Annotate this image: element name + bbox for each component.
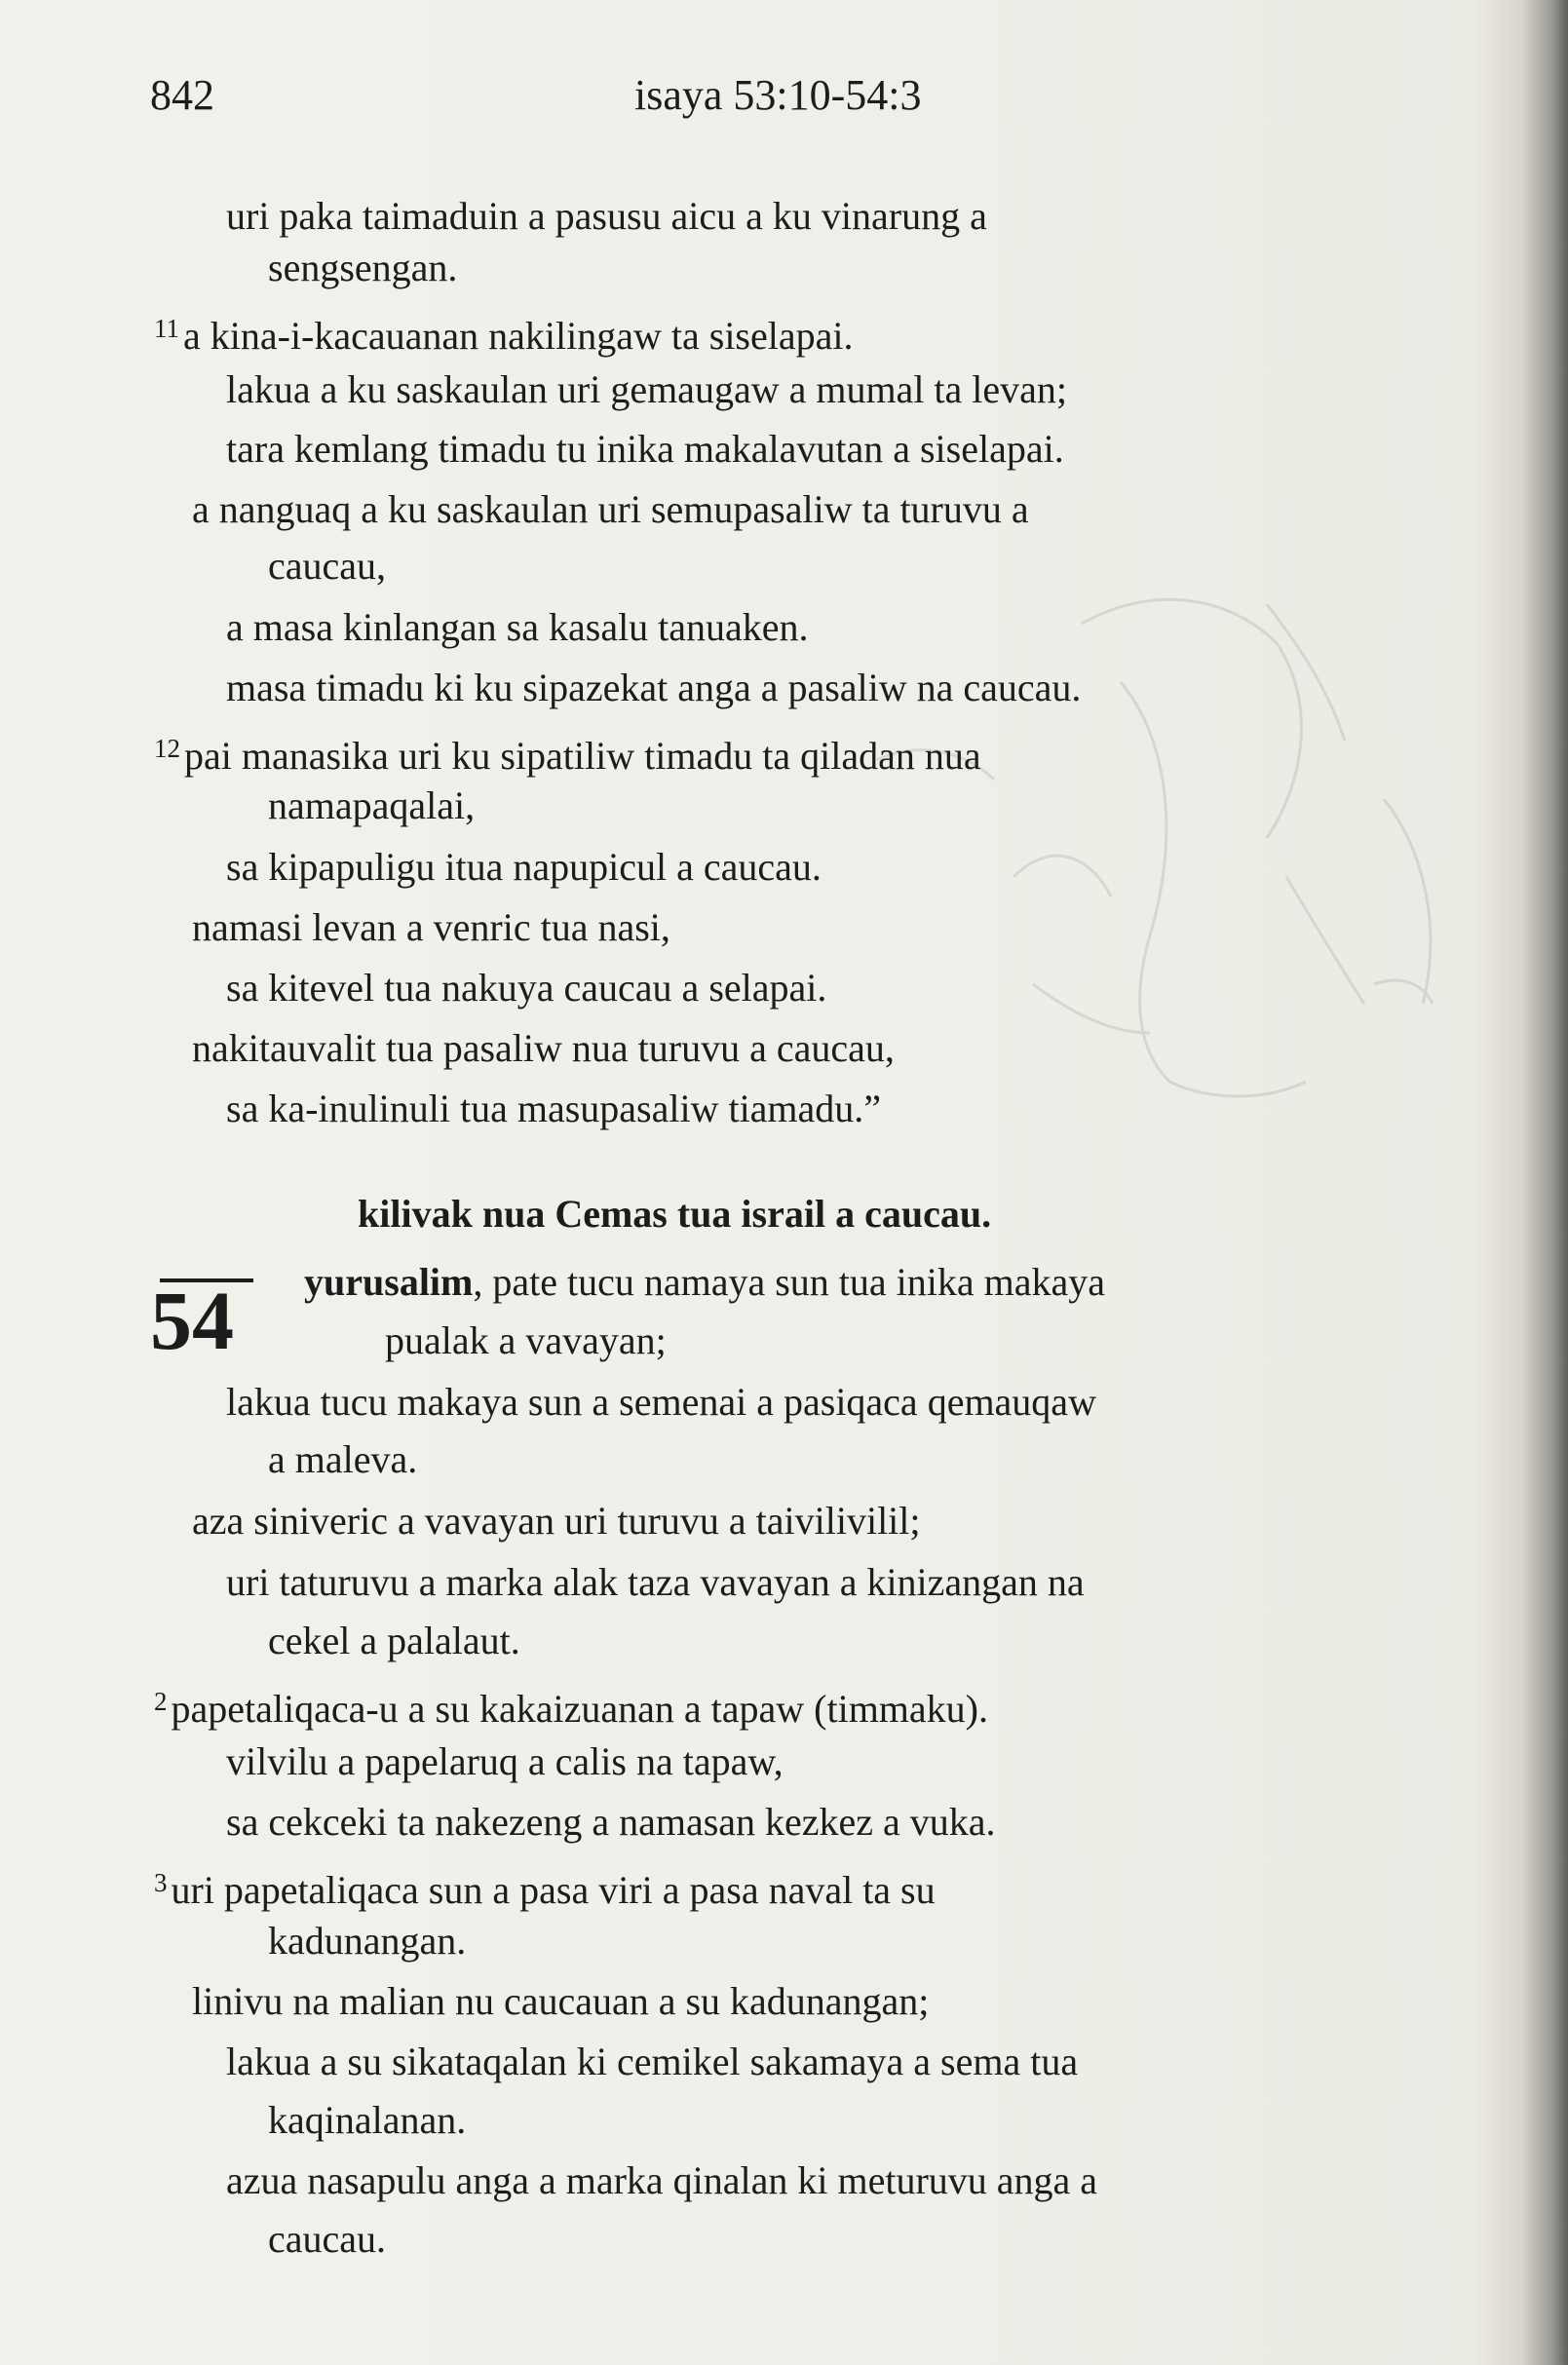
verse-line: namasi levan a venric tua nasi,	[192, 905, 670, 949]
verse-line: linivu na malian nu caucauan a su kadunangan;	[192, 1979, 930, 2023]
verse-line: vilvilu a papelaruq a calis na tapaw,	[226, 1739, 784, 1783]
page-number: 842	[150, 71, 214, 119]
verse-line: $^3$ uri papetaliqaca sun a pasa viri a pasa naval ta su	[154, 1868, 936, 1912]
verse-line: lakua a ku saskaulan uri gemaugaw a mumal ta levan;	[226, 367, 1068, 411]
page-header	[150, 70, 1417, 129]
verse-line: sa ka-inulinuli tua masupasaliw tiamadu.”	[226, 1087, 882, 1130]
verse-number: 2	[154, 1687, 168, 1716]
verse-line: namapaqalai,	[268, 783, 476, 827]
verse-line: uri taturuvu a marka alak taza vavayan a kinizangan na	[226, 1560, 1085, 1604]
verse-line: kaqinalanan.	[268, 2098, 467, 2142]
section-heading: kilivak nua Cemas tua israil a caucau.	[358, 1192, 992, 1236]
verse-line: azua nasapulu anga a marka qinalan ki meturuvu anga a	[226, 2158, 1098, 2202]
verse-line: kadunangan.	[268, 1919, 467, 1963]
verse-line: caucau.	[268, 2217, 387, 2261]
verse-line: a maleva.	[268, 1437, 418, 1481]
verse-number: 11	[154, 314, 179, 343]
verse-line: tara kemlang timadu tu inika makalavutan a siselapai.	[226, 427, 1064, 471]
verse-line: $^{11}$ a kina-i-kacauanan nakilingaw ta siselapai.	[154, 314, 854, 358]
verse-line: uri paka taimaduin a pasusu aicu a ku vinarung a	[226, 194, 987, 238]
verse-line: caucau,	[268, 544, 387, 588]
verse-line: aza siniveric a vavayan uri turuvu a taivilivilil;	[192, 1499, 921, 1543]
verse-line: sa kipapuligu itua napupicul a caucau.	[226, 845, 822, 889]
verse-line: $^2$ papetaliqaca-u a su kakaizuanan a tapaw (timmaku).	[154, 1687, 988, 1731]
verse-number: 12	[154, 734, 180, 763]
verse-line: cekel a palalaut.	[268, 1619, 520, 1662]
verse-line: yurusalim, pate tucu namaya sun tua inika makaya	[304, 1260, 1106, 1304]
verse-line: masa timadu ki ku sipazekat anga a pasaliw na caucau.	[226, 666, 1082, 709]
verse-line: sa cekceki ta nakezeng a namasan kezkez a vuka.	[226, 1800, 996, 1844]
verse-line: nakitauvalit tua pasaliw nua turuvu a caucau,	[192, 1026, 895, 1070]
verse-number: 3	[154, 1868, 168, 1897]
verse-line: $^{12}$ pai manasika uri ku sipatiliw timadu ta qiladan nua	[154, 734, 981, 778]
verse-line: a nanguaq a ku saskaulan uri semupasaliw ta turuvu a	[192, 487, 1029, 531]
verse-line: sa kitevel tua nakuya caucau a selapai.	[226, 966, 827, 1010]
verse-line: a masa kinlangan sa kasalu tanuaken.	[226, 605, 809, 649]
verse-line: lakua tucu makaya sun a semenai a pasiqaca qemauqaw	[226, 1380, 1096, 1424]
verse-lead-word: yurusalim	[304, 1260, 474, 1304]
verse-line: lakua a su sikataqalan ki cemikel sakamaya a sema tua	[226, 2040, 1079, 2083]
verse-line: pualak a vavayan;	[385, 1318, 667, 1362]
verse-line: sengsengan.	[268, 246, 458, 289]
running-head: isaya 53:10-54:3	[634, 71, 922, 119]
chapter-number: 54	[150, 1274, 234, 1367]
